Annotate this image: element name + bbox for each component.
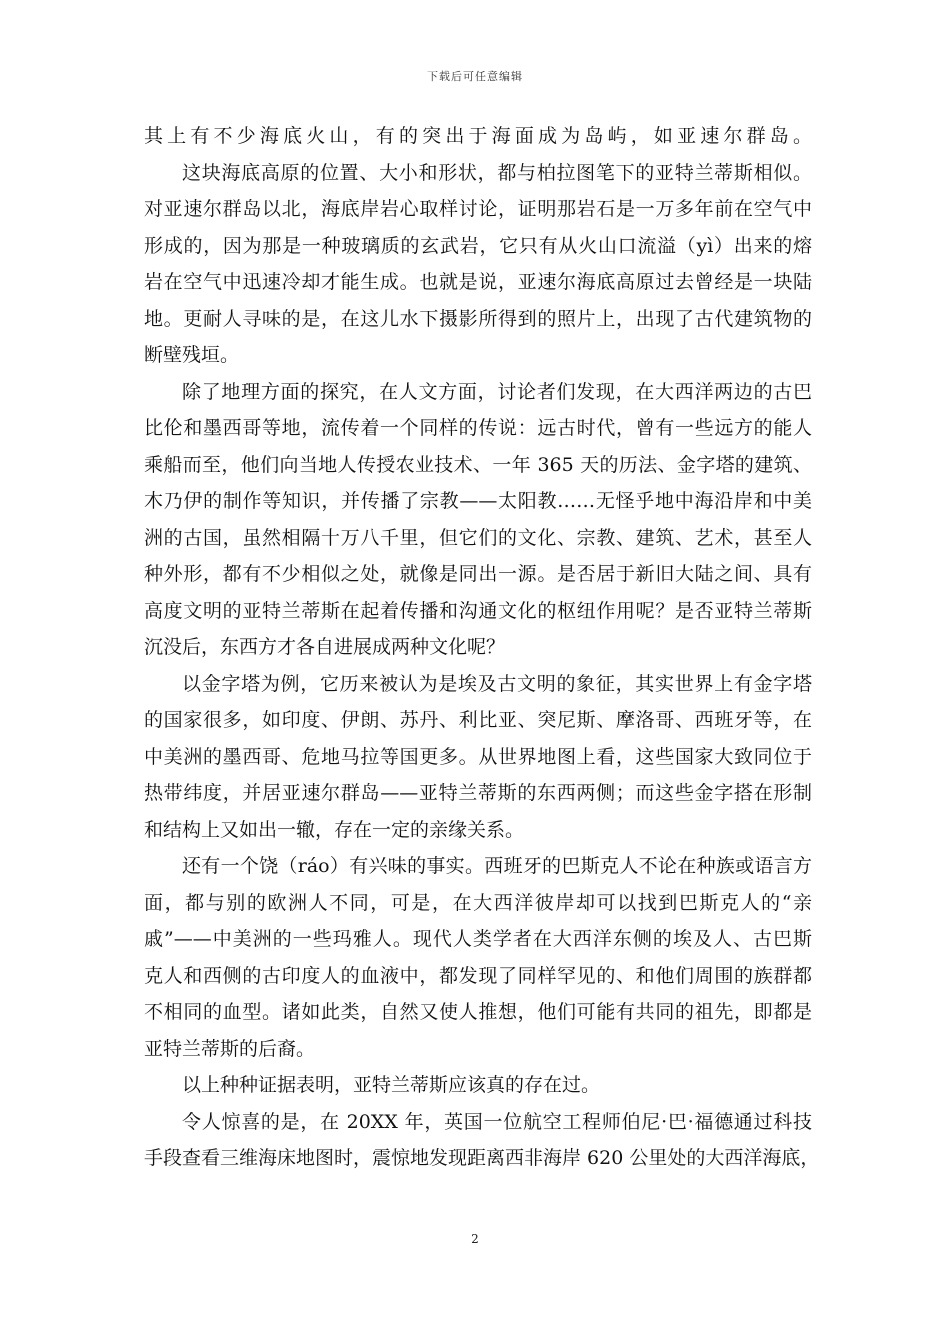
text-line: 克人和西侧的古印度人的血液中，都发现了同样罕见的、和他们周围的族群都 <box>144 964 812 987</box>
text-line: 热带纬度，并居亚速尔群岛——亚特兰蒂斯的东西两侧；而这些金字搭在形制 <box>144 782 812 804</box>
text-line: 和结构上又如出一辙，存在一定的亲缘关系。 <box>144 818 525 841</box>
text-line: 亚特兰蒂斯的后裔。 <box>144 1037 316 1060</box>
text-line: 地。更耐人寻味的是，在这儿水下摄影所得到的照片上，出现了古代建筑物的 <box>144 307 812 330</box>
text-line: 种外形，都有不少相似之处，就像是同出一源。是否居于新旧大陆之间、具有 <box>144 563 812 585</box>
text-line: 这块海底高原的位置、大小和形状，都与柏拉图笔下的亚特兰蒂斯相似。 <box>182 161 812 184</box>
text-line: 乘船而至，他们向当地人传授农业技术、一年 365 天的历法、金字塔的建筑、 <box>144 453 812 476</box>
text-line: 除了地理方面的探究，在人文方面，讨论者们发现，在大西洋两边的古巴 <box>182 380 812 403</box>
text-line: 沉没后，东西方才各自进展成两种文化呢？ <box>144 636 506 658</box>
page-number: 2 <box>471 1232 479 1246</box>
text-line: 其上有不少海底火山，有的突出于海面成为岛屿，如亚速尔群岛。 <box>144 125 812 147</box>
text-line: 断壁残垣。 <box>144 344 240 366</box>
text-line: 木乃伊的制作等知识，并传播了宗教——太阳教……无怪乎地中海沿岸和中美 <box>144 490 812 512</box>
text-line: 洲的古国，虽然相隔十万八千里，但它们的文化、宗教、建筑、艺术，甚至人 <box>144 526 812 549</box>
text-line: 的国家很多，如印度、伊朗、苏丹、利比亚、突尼斯、摩洛哥、西班牙等，在 <box>144 709 812 731</box>
text-line: 令人惊喜的是，在 20XX 年，英国一位航空工程师伯尼·巴·福德通过科技 <box>182 1110 812 1133</box>
text-line: 面，都与别的欧洲人不同，可是，在大西洋彼岸却可以找到巴斯克人的“亲 <box>144 891 812 914</box>
text-line: 还有一个饶（ráo）有兴味的事实。西班牙的巴斯克人不论在种族或语言方 <box>182 855 812 877</box>
text-line: 戚”——中美洲的一些玛雅人。现代人类学者在大西洋东侧的埃及人、古巴斯 <box>144 928 812 950</box>
text-line: 手段查看三维海床地图时，震惊地发现距离西非海岸 620 公里处的大西洋海底， <box>144 1147 820 1169</box>
text-line: 以上种种证据表明，亚特兰蒂斯应该真的存在过。 <box>182 1074 601 1096</box>
text-line: 中美洲的墨西哥、危地马拉等国更多。从世界地图上看，这些国家大致同位于 <box>144 745 812 768</box>
text-line: 以金字塔为例，它历来被认为是埃及古文明的象征，其实世界上有金字塔 <box>182 672 812 695</box>
text-line: 比伦和墨西哥等地，流传着一个同样的传说：远古时代，曾有一些远方的能人 <box>144 417 812 439</box>
text-line: 岩在空气中迅速冷却才能生成。也就是说，亚速尔海底高原过去曾经是一块陆 <box>144 271 812 293</box>
text-line: 对亚速尔群岛以北，海底岸岩心取样讨论，证明那岩石是一万多年前在空气中 <box>144 198 812 220</box>
page-header: 下载后可任意编辑 <box>427 70 523 83</box>
document-body <box>144 118 820 1177</box>
text-line: 不相同的血型。诸如此类，自然又使人推想，他们可能有共同的祖先，即都是 <box>144 1001 812 1023</box>
text-line: 形成的，因为那是一种玻璃质的玄武岩，它只有从火山口流溢（yì）出来的熔 <box>144 234 812 257</box>
text-line: 高度文明的亚特兰蒂斯在起着传播和沟通文化的枢纽作用呢？是否亚特兰蒂斯 <box>144 599 812 622</box>
